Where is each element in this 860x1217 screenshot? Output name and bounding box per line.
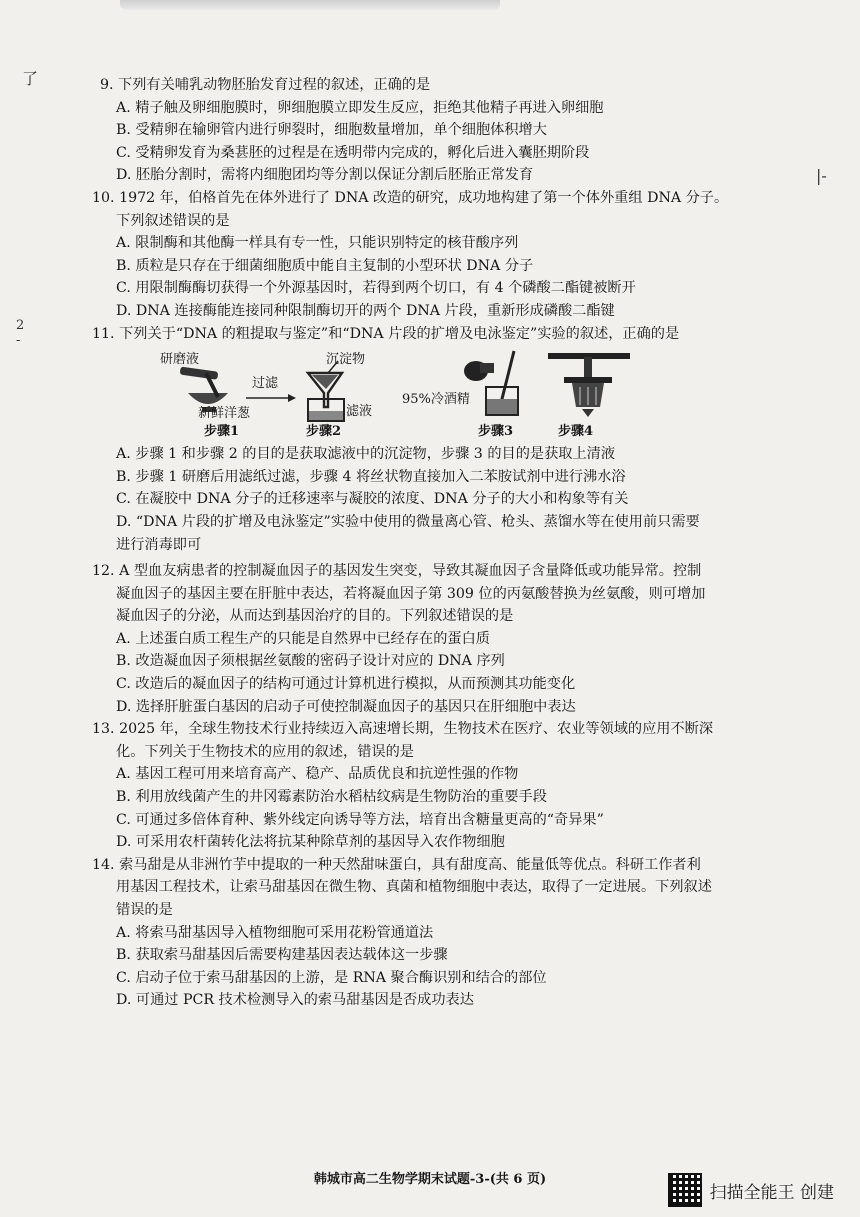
question-13 [92,718,800,854]
question-stem: 9. 下列有关哺乳动物胚胎发育过程的叙述，正确的是 [100,77,431,93]
step-4-label: 步骤4 [558,424,594,440]
question-11 [92,323,800,557]
step-2-label: 步骤2 [306,424,342,440]
arrow-icon [246,393,296,403]
precipitate-label: 沉淀物 [326,352,366,368]
option-a: A. 精子触及卵细胞膜时，卵细胞膜立即发生反应，拒绝其他精子再进入卵细胞 [116,99,604,116]
question-10 [92,187,800,323]
option-b: B. 改造凝血因子须根据丝氨酸的密码子设计对应的 DNA 序列 [116,653,505,670]
option-d: D. 胚胎分割时，需将内细胞团均等分割以保证分割后胚胎正常发育 [116,167,534,184]
alcohol-beaker-illustration [460,349,536,421]
question-stem: 11. 下列关于“DNA 的粗提取与鉴定”和“DNA 片段的扩增及电泳鉴定”实验的叙述，正确的是 [92,325,680,342]
option-c: C. 改造后的凝血因子的结构可通过计算机进行模拟，从而预测其功能变化 [116,676,576,693]
question-stem: 13. 2025 年，全球生物技术行业持续迈入高速增长期，生物技术在医疗、农业等领域的应用不断深 [92,721,714,738]
question-stem-cont: 凝血因子的基因主要在肝脏中表达，若将凝血因子第 309 位的丙氨酸替换为丝氨酸，则可增加 [116,585,706,602]
page-footer: 韩城市高二生物学期末试题-3-(共 6 页) [313,1172,547,1187]
water-bath-illustration [544,349,634,421]
question-stem-cont: 下列叙述错误的是 [116,212,230,229]
option-a: A. 步骤 1 和步骤 2 的目的是获取滤液中的沉淀物，步骤 3 的目的是获取上清液 [116,446,616,463]
question-14 [92,854,800,1012]
margin-mark: 2 - [16,318,25,348]
fresh-onion-label: 新鲜洋葱 [198,406,251,422]
option-a: A. 基因工程可用来培育高产、稳产、品质优良和抗逆性强的作物 [116,766,519,783]
option-b: B. 受精卵在输卵管内进行卵裂时，细胞数量增加，单个细胞体积增大 [116,122,547,139]
margin-mark: |- [816,166,827,185]
question-stem: 12. A 型血友病患者的控制凝血因子的基因发生突变，导致其凝血因子含量降低或功能异常。控制 [92,563,702,580]
question-stem-cont: 凝血因子的分泌，从而达到基因治疗的目的。下列叙述错误的是 [116,608,514,625]
margin-mark: 了 [22,69,39,88]
question-9 [100,74,800,187]
step-1-label: 步骤1 [204,424,240,440]
option-c: C. 用限制酶酶切获得一个外源基因时，若得到两个切口，有 4 个磷酸二酯键被断开 [116,280,636,297]
question-stem-cont: 错误的是 [116,902,173,918]
option-a: A. 将索马甜基因导入植物细胞可采用花粉管通道法 [116,924,434,941]
option-d: D. 选择肝脏蛋白基因的启动子可使控制凝血因子的基因只在肝细胞中表达 [116,698,576,715]
option-d: D. DNA 连接酶能连接同种限制酶切开的两个 DNA 片段，重新形成磷酸二酯键 [116,302,615,319]
option-b: B. 利用放线菌产生的井冈霉素防治水稻枯纹病是生物防治的重要手段 [116,789,547,806]
filtrate-label: 滤液 [346,404,373,420]
scanner-watermark [668,1172,834,1208]
option-a: A. 上述蛋白质工程生产的只能是自然界中已经存在的蛋白质 [116,630,490,647]
cold-alcohol-label: 95%冷酒精 [402,392,470,408]
option-b: B. 质粒是只存在于细菌细胞质中能自主复制的小型环状 DNA 分子 [116,257,534,274]
qr-code-icon [668,1173,702,1207]
question-content [92,74,800,1012]
option-c: C. 可通过多倍体育种、紫外线定向诱导等方法，培育出含糖量更高的“奇异果” [116,811,604,828]
option-c: C. 启动子位于索马甜基因的上游，是 RNA 聚合酶识别和结合的部位 [116,969,547,986]
option-d: D. 可采用农杆菌转化法将抗某种除草剂的基因导入农作物细胞 [116,834,505,851]
experiment-figure [160,349,720,441]
option-b: B. 获取索马甜基因后需要构建基因表达载体这一步骤 [116,947,448,964]
option-d: D. “DNA 片段的扩增及电泳鉴定”实验中使用的微量离心管、枪头、蒸馏水等在使用前只需要 [116,513,700,530]
scan-edge [120,0,500,10]
option-d: D. 可通过 PCR 技术检测导入的索马甜基因是否成功表达 [116,992,474,1009]
filter-label: 过滤 [252,376,279,392]
option-a: A. 限制酶和其他酶一样具有专一性，只能识别特定的核苷酸序列 [116,235,519,252]
option-b: B. 步骤 1 研磨后用滤纸过滤，步骤 4 将丝状物直接加入二苯胺试剂中进行沸水浴 [116,468,626,485]
scanner-text: 扫描全能王 创建 [709,1182,834,1203]
step-3-label: 步骤3 [478,424,514,440]
option-c: C. 受精卵发育为桑葚胚的过程是在透明带内完成的，孵化后进入囊胚期阶段 [116,144,590,161]
question-12 [92,560,800,718]
question-stem-cont: 化。下列关于生物技术的应用的叙述，错误的是 [116,743,414,760]
question-stem: 14. 索马甜是从非洲竹芋中提取的一种天然甜味蛋白，具有甜度高、能量低等优点。科研工作者利 [92,856,701,873]
option-c: C. 在凝胶中 DNA 分子的迁移速率与凝胶的浓度、DNA 分子的大小和构象等有关 [116,491,629,508]
question-stem-cont: 用基因工程技术，让索马甜基因在微生物、真菌和植物细胞中表达，取得了一定进展。下列叙述 [116,879,712,896]
grinding-liquid-label: 研磨液 [160,352,200,368]
option-d-cont: 进行消毒即可 [116,536,202,553]
question-stem: 10. 1972 年，伯格首先在体外进行了 DNA 改造的研究，成功地构建了第一个体外重组 DNA 分子。 [92,189,729,206]
